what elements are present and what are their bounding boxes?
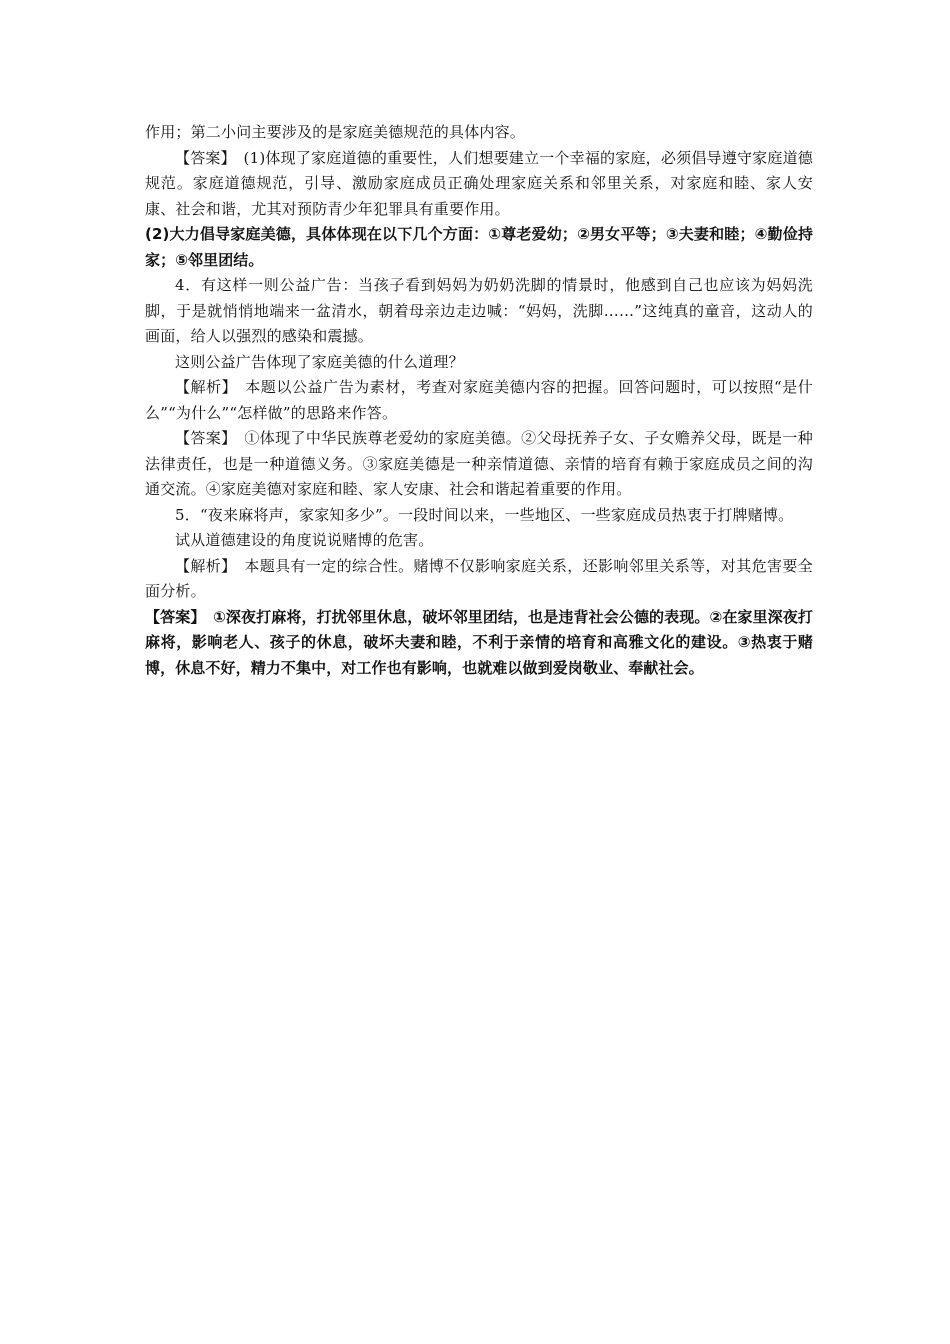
paragraph-analysis-continuation: 作用；第二小问主要涉及的是家庭美德规范的具体内容。: [145, 123, 526, 141]
document-body: [145, 120, 813, 681]
paragraph-answer-4: 【答案】 ①体现了中华民族尊老爱幼的家庭美德。②父母抚养子女、子女赡养父母，既是一种法律责任，也是一种道德义务。③家庭美德是一种亲情道德、亲情的培育有赖于家庭成员之间的沟通交流。④家庭美德对家庭和睦、家人安康、社会和谐起着重要的作用。: [145, 429, 813, 498]
paragraph-answer-5: 【答案】 ①深夜打麻将，打扰邻里休息，破坏邻里团结，也是违背社会公德的表现。②在家里深夜打麻将，影响老人、孩子的休息，破坏夫妻和睦，不利于亲情的培育和高雅文化的建设。③热衷于赌博，休息不好，精力不集中，对工作也有影响，也就难以做到爱岗敬业、奉献社会。: [145, 607, 813, 677]
paragraph-question-4: 4．有这样一则公益广告：当孩子看到妈妈为奶奶洗脚的情景时，他感到自己也应该为妈妈洗脚，于是就悄悄地端来一盆清水，朝着母亲边走边喊：“妈妈，洗脚……”这纯真的童音，这动人的画面，给人以强烈的感染和震撼。: [145, 276, 813, 345]
paragraph-question-5-prompt: 试从道德建设的角度说说赌博的危害。: [175, 531, 434, 549]
paragraph-answer-3-part-1: 【答案】 (1)体现了家庭道德的重要性，人们想要建立一个幸福的家庭，必须倡导遵守家庭道德规范。家庭道德规范，引导、激励家庭成员正确处理家庭关系和邻里关系，对家庭和睦、家人安康、社会和谐，尤其对预防青少年犯罪具有重要作用。: [145, 148, 813, 218]
paragraph-question-4-prompt: 这则公益广告体现了家庭美德的什么道理？: [175, 352, 464, 371]
paragraph-analysis-5: 【解析】 本题具有一定的综合性。赌博不仅影响家庭关系，还影响邻里关系等，对其危害要全面分析。: [145, 556, 813, 600]
paragraph-question-5: 5．“夜来麻将声，家家知多少”。一段时间以来，一些地区、一些家庭成员热衷于打牌赌博。: [175, 505, 794, 524]
paragraph-answer-3-part-2: (2)大力倡导家庭美德，具体体现在以下几个方面：①尊老爱幼；②男女平等；③夫妻和睦；④勤俭持家；⑤邻里团结。: [145, 225, 813, 269]
paragraph-analysis-4: 【解析】 本题以公益广告为素材，考查对家庭美德内容的把握。回答问题时，可以按照“是什么”“为什么”“怎样做”的思路来作答。: [145, 378, 813, 422]
